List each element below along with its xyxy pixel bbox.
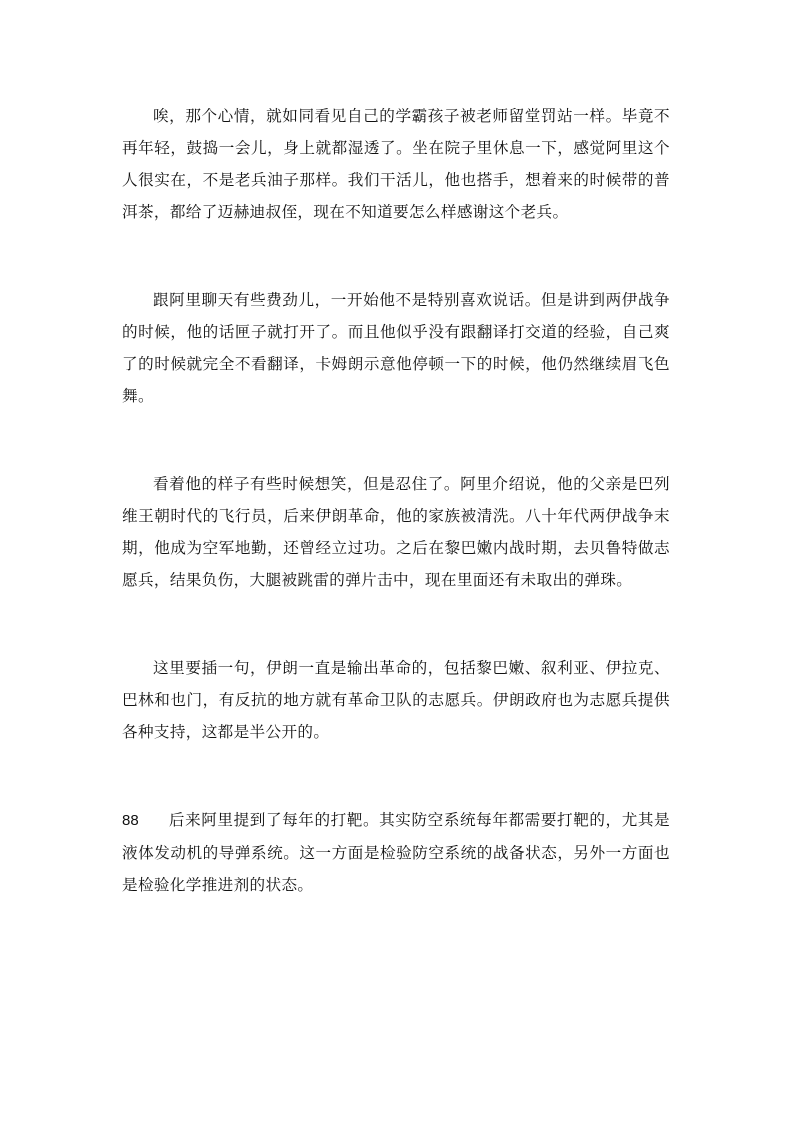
paragraph-5-text: 后来阿里提到了每年的打靶。其实防空系统每年都需要打靶的，尤其是液体发动机的导弹系统。这一方面是检验防空系统的战备状态，另外一方面也是检验化学推进剂的状态。 [122, 811, 670, 894]
paragraph-5 [122, 804, 670, 901]
paragraph-3: 看着他的样子有些时候想笑，但是忍住了。阿里介绍说，他的父亲是巴列维王朝时代的飞行员，后来伊朗革命，他的家族被清洗。八十年代两伊战争末期，他成为空军地勤，还曾经立过功。之后在黎巴嫩内战时期，去贝鲁特做志愿兵，结果负伤，大腿被跳雷的弹片击中，现在里面还有未取出的弹珠。 [122, 475, 670, 589]
paragraph-2: 跟阿里聊天有些费劲儿，一开始他不是特别喜欢说话。但是讲到两伊战争的时候，他的话匣子就打开了。而且他似乎没有跟翻译打交道的经验，自己爽了的时候就完全不看翻译，卡姆朗示意他停顿一下的时候，他仍然继续眉飞色舞。 [122, 291, 670, 405]
page-number: 88 [122, 812, 139, 829]
document-page [122, 100, 670, 901]
paragraph-4: 这里要插一句，伊朗一直是输出革命的，包括黎巴嫩、叙利亚、伊拉克、巴林和也门，有反抗的地方就有革命卫队的志愿兵。伊朗政府也为志愿兵提供各种支持，这都是半公开的。 [122, 659, 670, 741]
paragraph-1: 唉，那个心情，就如同看见自己的学霸孩子被老师留堂罚站一样。毕竟不再年轻，鼓捣一会儿，身上就都湿透了。坐在院子里休息一下，感觉阿里这个人很实在，不是老兵油子那样。我们干活儿，他也搭手，想着来的时候带的普洱茶，都给了迈赫迪叔侄，现在不知道要怎么样感谢这个老兵。 [122, 107, 670, 221]
